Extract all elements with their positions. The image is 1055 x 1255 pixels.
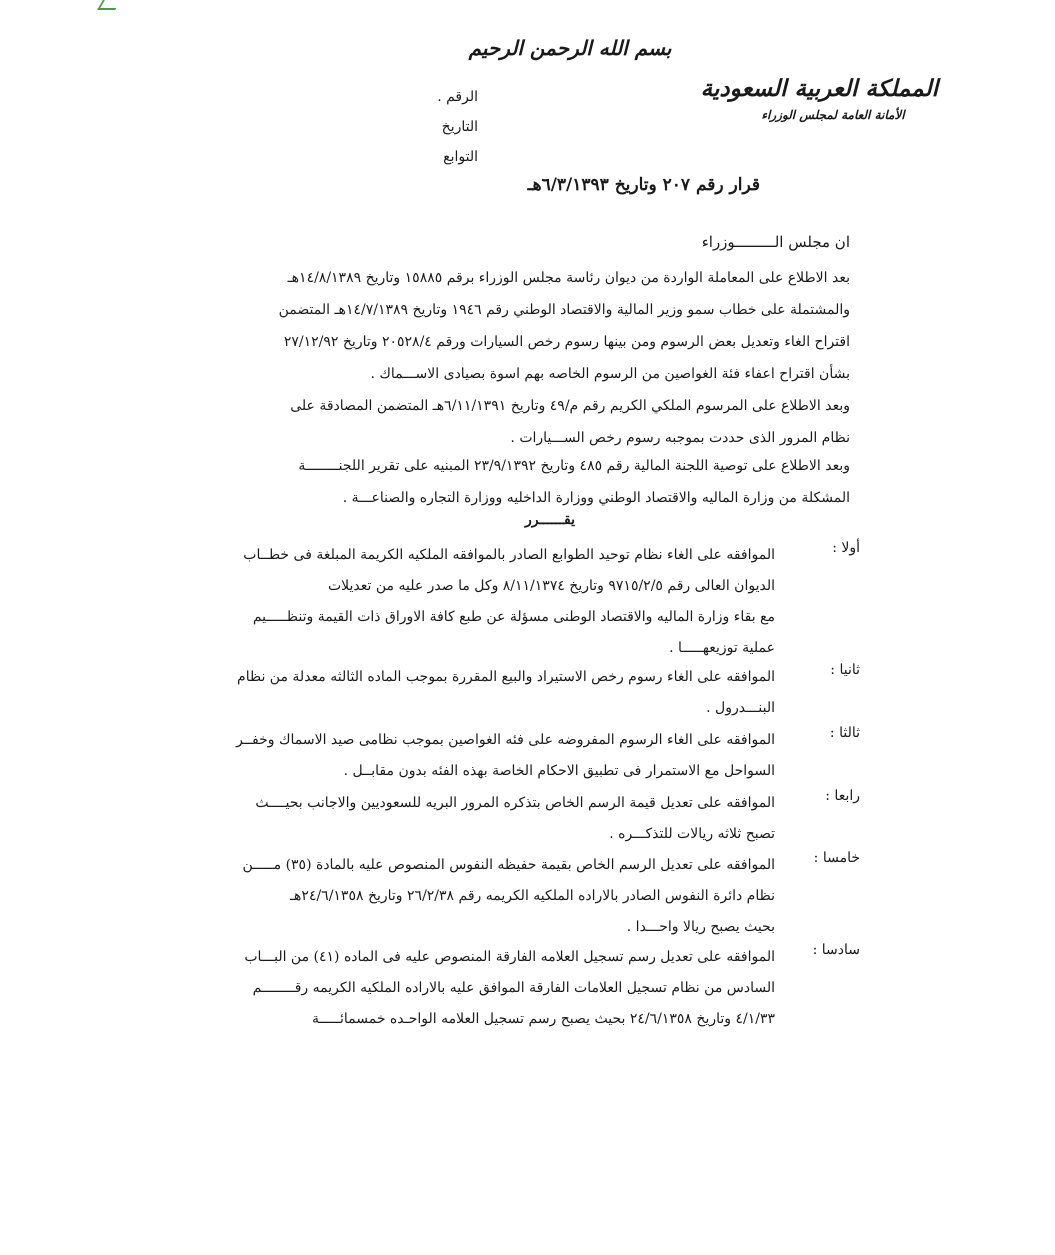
item-body bbox=[200, 662, 775, 724]
preamble-paragraph-2 bbox=[200, 390, 850, 454]
corner-stamp-mark bbox=[97, 0, 121, 10]
item-number: ثانيا : bbox=[830, 662, 860, 678]
preamble-line: والمشتملة على خطاب سمو وزير المالية والاقتصاد الوطني رقم ١٩٤٦ وتاريخ ١٤/٧/١٣٨٩هـ المتضمن bbox=[278, 302, 850, 318]
item-body bbox=[200, 942, 775, 1035]
preamble-line: نظام المرور الذى حددت بموجبه رسوم رخص الســـيارات . bbox=[510, 430, 850, 446]
ref-number-label: الرقم . bbox=[437, 89, 478, 105]
decides-heading: يقــــــرر bbox=[524, 512, 576, 528]
preamble-line: وبعد الاطلاع على توصية اللجنة المالية رقم ٤٨٥ وتاريخ ٢٣/٩/١٣٩٢ المبنيه على تقرير اللجنــــــــة bbox=[298, 458, 850, 474]
item-body bbox=[200, 850, 775, 943]
item-line: نظام دائرة النفوس الصادر بالاراده الملكيه الكريمه رقم ٢٦/٢/٣٨ وتاريخ ٢٤/٦/١٣٥٨هـ bbox=[289, 888, 775, 904]
item-line: تصبح ثلاثه ريالات للتذكـــره . bbox=[609, 826, 775, 842]
decision-title: قرار رقم ٢٠٧ وتاريخ ٦/٣/١٣٩٣هـ bbox=[527, 175, 760, 195]
item-line: بحيث يصبح ريالا واحـــدا . bbox=[626, 919, 775, 935]
basmala-heading: بسم الله الرحمن الرحيم bbox=[468, 36, 672, 60]
preamble-paragraph-1 bbox=[200, 262, 850, 390]
item-body bbox=[200, 725, 775, 787]
item-line: الموافقه على تعديل رسم تسجيل العلامه الفارقة المنصوص عليه فى الماده (٤١) من البـــاب bbox=[244, 949, 775, 965]
ref-date-label: التاريخ bbox=[441, 119, 478, 135]
item-line: عملية توزيعهـــــا . bbox=[669, 640, 775, 656]
letterhead bbox=[700, 75, 938, 123]
preamble-line: اقتراح الغاء وتعديل بعض الرسوم ومن بينها رسوم رخص السيارات ورقم ٢٠٥٢٨/٤ وتاريخ ٢٧/١٢/٩٢ bbox=[283, 334, 850, 350]
item-body bbox=[200, 540, 775, 664]
item-line: الموافقه على تعديل قيمة الرسم الخاص بتذكره المرور البريه للسعوديين والاجانب بحيــــث bbox=[255, 795, 775, 811]
item-line: الموافقه على الغاء رسوم رخص الاستيراد والبيع المقررة بموجب الماده الثالثه معدلة من نظام bbox=[237, 669, 775, 685]
item-line: السادس من نظام تسجيل العلامات الفارقة الموافق عليه بالاراده الملكيه الكريمه رقــــــــم bbox=[252, 980, 775, 996]
preamble-line: المشكلة من وزارة الماليه والاقتصاد الوطني ووزارة الداخليه ووزارة التجاره والصناعـــة . bbox=[342, 490, 850, 506]
preamble-line: بشأن اقتراح اعفاء فئة الغواصين من الرسوم الخاصه بهم اسوة بصيادى الاســـماك . bbox=[370, 366, 850, 382]
item-body bbox=[200, 788, 775, 850]
item-line: السواحل مع الاستمرار فى تطبيق الاحكام الخاصة بهذه الفئه بدون مقابــل . bbox=[343, 763, 775, 779]
preamble-paragraph-3 bbox=[200, 450, 850, 514]
item-line: الديوان العالى رقم ٩٧١٥/٢/٥ وتاريخ ٨/١١/١٣٧٤ وكل ما صدر عليه من تعديلات bbox=[327, 578, 775, 594]
item-line: ٤/١/٣٣ وتاريخ ٢٤/٦/١٣٥٨ بحيث يصبح رسم تسجيل العلامه الواحـده خمسمائـــــة bbox=[311, 1011, 775, 1027]
item-line: مع بقاء وزارة الماليه والاقتصاد الوطنى مسؤلة عن طبع كافة الاوراق ذات القيمة وتنظـــــيم bbox=[252, 609, 775, 625]
decision-intro: ان مجلس الـــــــــوزراء bbox=[701, 233, 850, 251]
item-number: سادسا : bbox=[812, 942, 860, 958]
item-number: رابعا : bbox=[825, 788, 860, 804]
item-line: البنـــدرول . bbox=[706, 700, 775, 716]
kingdom-name: المملكة العربية السعودية bbox=[700, 75, 938, 102]
preamble-line: وبعد الاطلاع على المرسوم الملكي الكريم رقم م/٤٩ وتاريخ ٦/١١/١٣٩١هـ المتضمن المصادقة على bbox=[290, 398, 850, 414]
item-line: الموافقه على الغاء نظام توحيد الطوابع الصادر بالموافقه الملكيه الكريمة المبلغة فى خطــاب bbox=[243, 547, 775, 563]
item-line: الموافقه على تعديل الرسم الخاص بقيمة حفيظه النفوس المنصوص عليه بالمادة (٣٥) مـــــن bbox=[242, 857, 775, 873]
item-number: أولا : bbox=[832, 540, 860, 556]
item-line: الموافقه على الغاء الرسوم المفروضه على فئه الغواصين بموجب نظامى صيد الاسماك وخفــر bbox=[236, 732, 775, 748]
item-number: ثالثا : bbox=[829, 725, 860, 741]
council-secretariat-name: الأمانة العامة لمجلس الوزراء bbox=[761, 108, 905, 123]
preamble-line: بعد الاطلاع على المعاملة الواردة من ديوان رئاسة مجلس الوزراء برقم ١٥٨٨٥ وتاريخ ١٤/٨/١٣٨٩هـ bbox=[287, 270, 850, 286]
item-number: خامسا : bbox=[813, 850, 860, 866]
ref-attachments-label: التوابع bbox=[443, 149, 478, 165]
reference-fields bbox=[400, 82, 478, 172]
